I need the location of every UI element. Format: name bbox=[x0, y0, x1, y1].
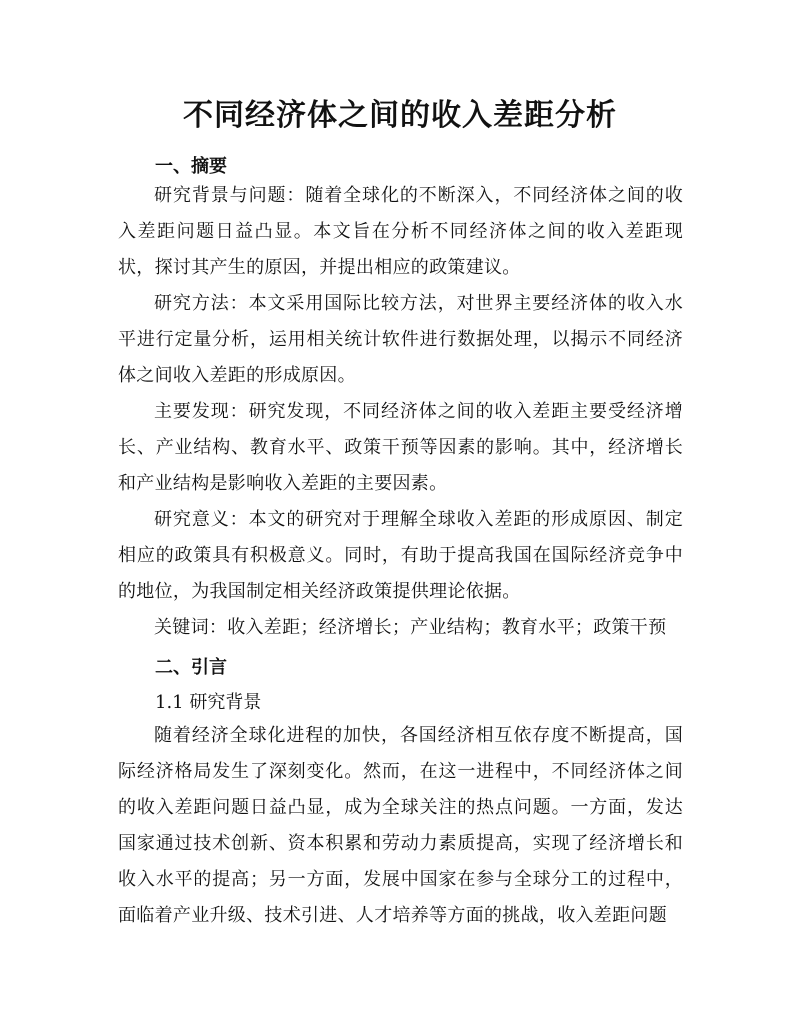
paragraph-background: 研究背景与问题：随着全球化的不断深入，不同经济体之间的收入差距问题日益凸显。本文旨在分析不同经济体之间的收入差距现状，探讨其产生的原因，并提出相应的政策建议。 bbox=[118, 185, 683, 278]
subsection-heading-background: 1.1 研究背景 bbox=[155, 692, 262, 713]
keywords-line: 关键词：收入差距；经济增长；产业结构；教育水平；政策干预 bbox=[154, 617, 667, 638]
paragraph-introduction: 随着经济全球化进程的加快，各国经济相互依存度不断提高，国际经济格局发生了深刻变化。然而，在这一进程中，不同经济体之间的收入差距问题日益凸显，成为全球关注的热点问题。一方面，发达国家通过技术创新、资本积累和劳动力素质提高，实现了经济增长和收入水平的提高；另一方面，发展中国家在参与全球分工的过程中，面临着产业升级、技术引进、人才培养等方面的挑战，收入差距问题 bbox=[118, 725, 683, 926]
paragraph-findings: 主要发现：研究发现，不同经济体之间的收入差距主要受经济增长、产业结构、教育水平、政策干预等因素的影响。其中，经济增长和产业结构是影响收入差距的主要因素。 bbox=[118, 401, 683, 494]
section-heading-abstract: 一、摘要 bbox=[155, 156, 227, 177]
document-title: 不同经济体之间的收入差距分析 bbox=[183, 98, 617, 133]
paragraph-method: 研究方法：本文采用国际比较方法，对世界主要经济体的收入水平进行定量分析，运用相关统计软件进行数据处理，以揭示不同经济体之间收入差距的形成原因。 bbox=[118, 293, 683, 386]
section-heading-introduction: 二、引言 bbox=[155, 657, 227, 678]
paragraph-significance: 研究意义：本文的研究对于理解全球收入差距的形成原因、制定相应的政策具有积极意义。同时，有助于提高我国在国际经济竞争中的地位，为我国制定相关经济政策提供理论依据。 bbox=[118, 509, 683, 602]
